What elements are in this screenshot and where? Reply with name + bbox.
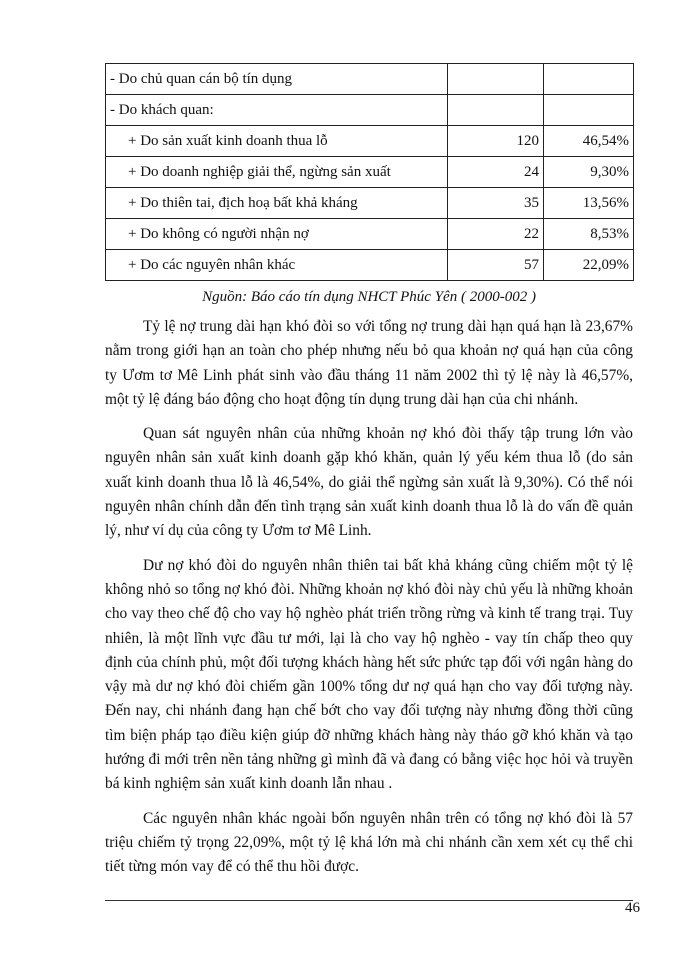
page-number: 46: [625, 900, 640, 916]
percent-cell: 22,09%: [544, 250, 634, 281]
percent-cell: [544, 95, 634, 126]
footer-divider: [105, 900, 633, 901]
table-row: [106, 95, 634, 126]
table-source-note: Nguồn: Báo cáo tín dụng NHCT Phúc Yên ( 2000-002 ): [202, 289, 536, 305]
cause-cell: + Do thiên tai, địch hoạ bất khả kháng: [106, 188, 448, 219]
cause-cell: + Do doanh nghiệp giải thể, ngừng sản xuất: [106, 157, 448, 188]
table-row: [106, 64, 634, 95]
paragraph: Tỷ lệ nợ trung dài hạn khó đòi so với tổng nợ trung dài hạn quá hạn là 23,67% nằm trong giới hạn an toàn cho phép nhưng nếu bỏ qua khoản nợ quá hạn của công ty Ươm tơ Mê Linh phát sinh vào đầu tháng 11 năm 2002 thì tỷ lệ này là 46,57%, một tỷ lệ đáng báo động cho hoạt động tín dụng trung dài hạn của chi nhánh.: [105, 318, 633, 408]
cause-cell: + Do không có người nhận nợ: [106, 219, 448, 250]
cause-cell: + Do các nguyên nhân khác: [106, 250, 448, 281]
bad-debt-cause-table: [105, 63, 634, 281]
table-row: [106, 157, 634, 188]
table-row: [106, 219, 634, 250]
amount-cell: 22: [448, 219, 544, 250]
table-row: [106, 188, 634, 219]
amount-cell: 57: [448, 250, 544, 281]
paragraph: Quan sát nguyên nhân của những khoản nợ khó đòi thấy tập trung lớn vào nguyên nhân sản xuất kinh doanh gặp khó khăn, quản lý yếu kém thua lỗ (do sản xuất kinh doanh thua lỗ là 46,54%, do giải thể ngừng sản xuất là 9,30%). Có thể nói nguyên nhân chính dẫn đến tình trạng sản xuất kinh doanh thua lỗ là do vấn đề quản lý, như ví dụ của công ty Ươm tơ Mê Linh.: [105, 425, 633, 540]
table-row: [106, 250, 634, 281]
amount-cell: [448, 64, 544, 95]
amount-cell: [448, 95, 544, 126]
paragraph: Dư nợ khó đòi do nguyên nhân thiên tai bất khả kháng cũng chiếm một tỷ lệ không nhỏ so tổng nợ khó đòi. Những khoản nợ khó đòi này chủ yếu là những khoản cho vay theo chế độ cho vay hộ nghèo phát triển trồng rừng và kinh tế trang trại. Tuy nhiên, là một lĩnh vực đầu tư mới, lại là cho vay hộ nghèo - vay tín chấp theo quy định của chính phủ, một đối tượng khách hàng hết sức phức tạp đối với ngân hàng do vậy mà dư nợ khó đòi chiếm gần 100% tổng dư nợ quá hạn cho vay đối tượng này. Đến nay, chi nhánh đang hạn chế bớt cho vay đối tượng này nhưng đồng thời cũng tìm biện pháp tạo điều kiện giúp đỡ những khách hàng này tháo gỡ khó khăn và tạo hướng đi mới trên nền tảng những gì mình đã và đang có bằng việc học hỏi và truyền bá kinh nghiệm sản xuất kinh doanh lẫn nhau .: [105, 556, 633, 793]
cause-cell: + Do sản xuất kinh doanh thua lỗ: [106, 126, 448, 157]
paragraph: Các nguyên nhân khác ngoài bốn nguyên nhân trên có tổng nợ khó đòi là 57 triệu chiếm tỷ trọng 22,09%, một tỷ lệ khá lớn mà chi nhánh cần xem xét cụ thể chi tiết từng món vay để có thể thu hồi được.: [105, 809, 633, 876]
body-text: [105, 315, 633, 890]
percent-cell: [544, 64, 634, 95]
percent-cell: 46,54%: [544, 126, 634, 157]
percent-cell: 9,30%: [544, 157, 634, 188]
cause-cell: - Do khách quan:: [106, 95, 448, 126]
percent-cell: 13,56%: [544, 188, 634, 219]
amount-cell: 24: [448, 157, 544, 188]
percent-cell: 8,53%: [544, 219, 634, 250]
amount-cell: 35: [448, 188, 544, 219]
cause-cell: - Do chủ quan cán bộ tín dụng: [106, 64, 448, 95]
table-body: [106, 64, 634, 281]
table-row: [106, 126, 634, 157]
amount-cell: 120: [448, 126, 544, 157]
